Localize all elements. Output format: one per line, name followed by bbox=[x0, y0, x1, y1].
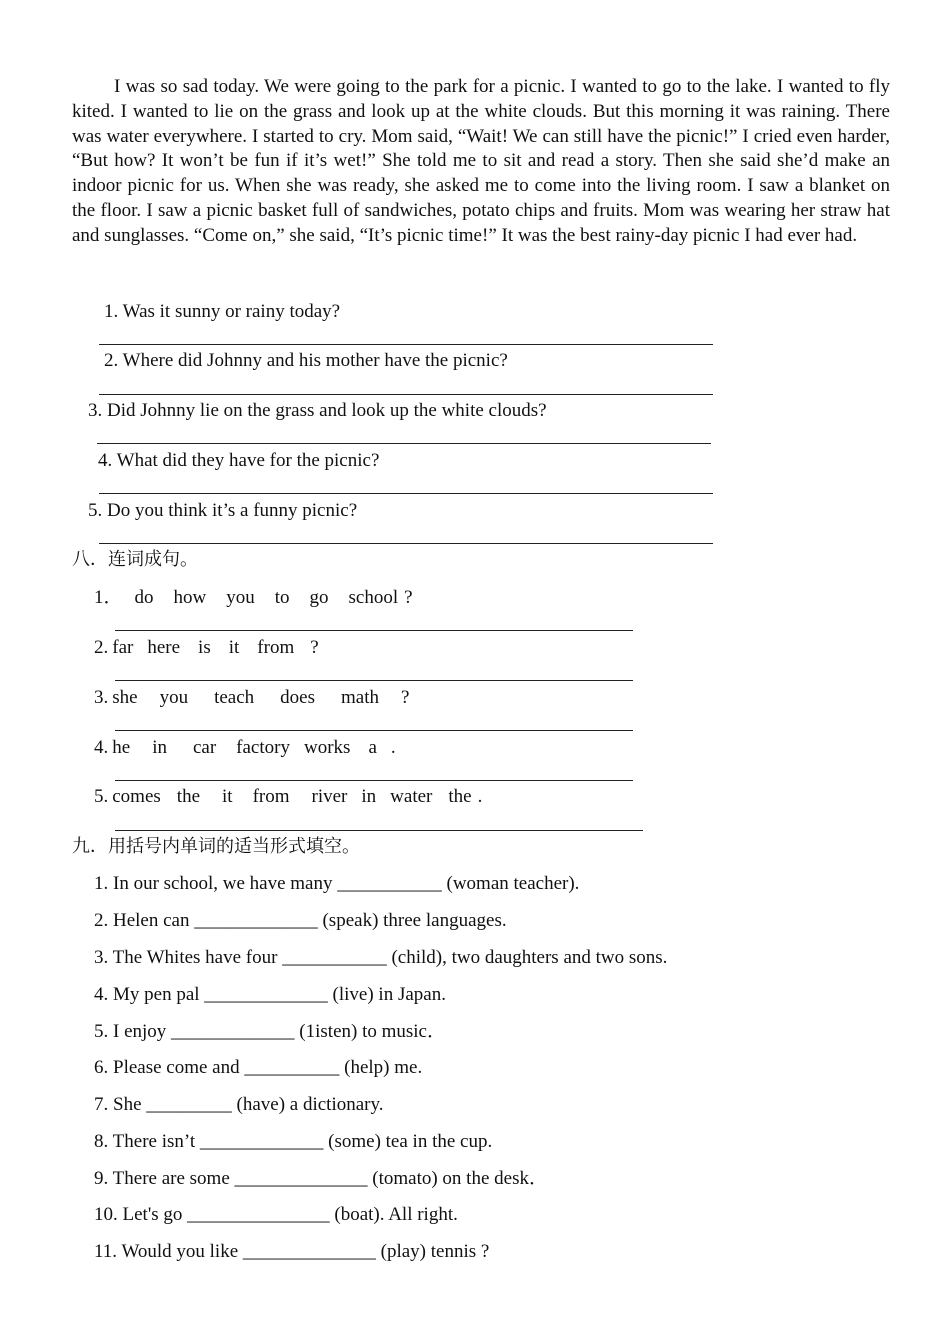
word: you bbox=[159, 687, 189, 708]
word: car bbox=[192, 737, 217, 758]
word: school bbox=[348, 587, 399, 608]
word: he bbox=[112, 737, 131, 758]
word-list bbox=[135, 587, 413, 608]
reading-question-4: 4. What did they have for the picnic? bbox=[98, 450, 380, 471]
fill-blank-item-1: 1. In our school, we have many ___________ (woman teacher). bbox=[94, 873, 580, 894]
reading-question-5: 5. Do you think it’s a funny picnic? bbox=[88, 500, 358, 521]
word: does bbox=[280, 687, 315, 708]
fill-blank-item-6: 6. Please come and __________ (help) me. bbox=[94, 1057, 423, 1078]
word: ? bbox=[310, 637, 319, 658]
word: in bbox=[152, 737, 167, 758]
answer-line-q2[interactable] bbox=[99, 394, 713, 395]
word: do bbox=[134, 587, 154, 608]
item-number: 4. bbox=[94, 737, 109, 758]
answer-line-reorder-5[interactable] bbox=[115, 830, 643, 831]
fill-blank-item-5: 5. I enjoy _____________ (1isten) to music． bbox=[94, 1021, 446, 1042]
word: you bbox=[226, 587, 255, 608]
word-list bbox=[112, 786, 482, 807]
answer-line-q4[interactable] bbox=[99, 493, 713, 494]
answer-line-reorder-4[interactable] bbox=[115, 780, 633, 781]
word: river bbox=[311, 786, 348, 807]
word: the bbox=[176, 786, 201, 807]
word: . bbox=[477, 786, 483, 807]
word: from bbox=[257, 637, 295, 658]
fill-blank-item-9: 9. There are some ______________ (tomato) on the desk． bbox=[94, 1168, 548, 1189]
word: how bbox=[173, 587, 207, 608]
fill-blank-item-2: 2. Helen can _____________ (speak) three languages. bbox=[94, 910, 507, 931]
word: go bbox=[309, 587, 329, 608]
item-number: 3. bbox=[94, 687, 109, 708]
answer-line-reorder-3[interactable] bbox=[115, 730, 633, 731]
fill-blank-item-7: 7. She _________ (have) a dictionary. bbox=[94, 1094, 384, 1115]
word: she bbox=[112, 687, 138, 708]
word: math bbox=[340, 687, 379, 708]
reading-question-2: 2. Where did Johnny and his mother have the picnic? bbox=[104, 350, 508, 371]
word: ? bbox=[404, 587, 413, 608]
answer-line-q1[interactable] bbox=[99, 344, 713, 345]
reading-question-3: 3. Did Johnny lie on the grass and look up the white clouds? bbox=[88, 400, 547, 421]
word: water bbox=[390, 786, 433, 807]
word: far bbox=[112, 637, 134, 658]
reorder-item-1 bbox=[94, 586, 413, 610]
item-number: 5. bbox=[94, 786, 109, 807]
word: ? bbox=[400, 687, 410, 708]
reorder-item-5 bbox=[94, 785, 482, 809]
fill-blank-item-8: 8. There isn’t _____________ (some) tea in the cup. bbox=[94, 1131, 493, 1152]
word: from bbox=[252, 786, 290, 807]
word-list bbox=[112, 737, 395, 758]
reading-question-1: 1. Was it sunny or rainy today? bbox=[104, 301, 341, 322]
section-8-title: 八．连词成句。 bbox=[72, 549, 198, 570]
fill-blank-item-3: 3. The Whites have four ___________ (child), two daughters and two sons. bbox=[94, 947, 668, 968]
word: to bbox=[274, 587, 290, 608]
reorder-item-4 bbox=[94, 736, 396, 760]
fill-blank-item-10: 10. Let's go _______________ (boat). All right. bbox=[94, 1204, 458, 1225]
answer-line-q3[interactable] bbox=[97, 443, 711, 444]
answer-line-q5[interactable] bbox=[99, 543, 713, 544]
word: it bbox=[222, 786, 233, 807]
word-list bbox=[112, 637, 318, 658]
word: the bbox=[448, 786, 472, 807]
word: works bbox=[303, 737, 351, 758]
word: a bbox=[368, 737, 377, 758]
word: is bbox=[198, 637, 211, 658]
item-number: 2. bbox=[94, 637, 109, 658]
section-9-title: 九．用括号内单词的适当形式填空。 bbox=[72, 836, 360, 857]
word: here bbox=[147, 637, 181, 658]
word: teach bbox=[214, 687, 255, 708]
word: . bbox=[390, 737, 396, 758]
fill-blank-item-11: 11. Would you like ______________ (play) tennis ? bbox=[94, 1241, 490, 1262]
fill-blank-item-4: 4. My pen pal _____________ (live) in Japan. bbox=[94, 984, 446, 1005]
word: in bbox=[361, 786, 377, 807]
reorder-item-3 bbox=[94, 686, 409, 710]
word: comes bbox=[112, 786, 161, 807]
word-list bbox=[112, 687, 409, 708]
reading-passage: I was so sad today. We were going to the park for a picnic. I wanted to go to the lake. I wanted to fly kited. I wanted to lie on the grass and look up at the white clouds. But this morning it was raining. There was water everywhere. I started to cry. Mom said, “Wait! We can still have the picnic!” I cried even harder, “But how? It won’t be fun if it’s wet!” She told me to sit and read a story. Then she said she’d make an indoor picnic for us. When she was ready, she asked me to come into the living room. I saw a blanket on the floor. I saw a picnic basket full of sandwiches, potato chips and fruits. Mom was wearing her straw hat and sunglasses. “Come on,” she said, “It’s picnic time!” It was the best rainy-day picnic I had ever had. bbox=[72, 76, 890, 246]
item-number: 1． bbox=[94, 587, 123, 608]
answer-line-reorder-1[interactable] bbox=[115, 630, 633, 631]
reorder-item-2 bbox=[94, 636, 319, 660]
answer-line-reorder-2[interactable] bbox=[115, 680, 633, 681]
word: it bbox=[228, 637, 240, 658]
word: factory bbox=[236, 737, 290, 758]
